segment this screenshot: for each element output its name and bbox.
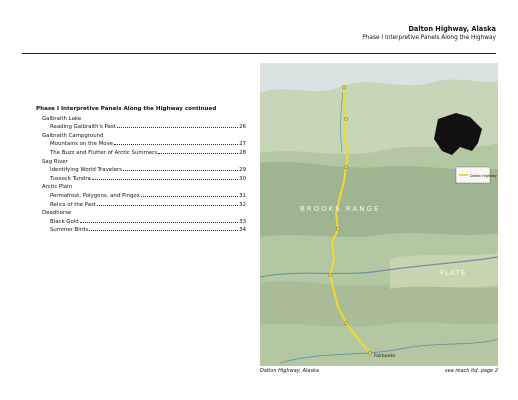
toc-entry[interactable]: [36, 140, 246, 149]
toc-page-number: 30: [239, 175, 246, 182]
toc-page-number: 31: [239, 192, 246, 199]
document-title: Dalton Highway, Alaska: [408, 25, 496, 33]
toc-page-number: 33: [239, 218, 246, 225]
footer-left-caption: Dalton Highway, Alaska: [260, 368, 319, 374]
stop-marker-coldfoot: [336, 227, 339, 230]
toc-entry[interactable]: [36, 201, 246, 210]
toc-entry[interactable]: [36, 123, 246, 132]
toc-entry-label: Identifying World Travelers: [50, 167, 122, 174]
toc-dot-leader: [123, 170, 238, 171]
toc-entry-label: Summer Birds: [50, 227, 89, 234]
toc-entry-label: Relics of the Past: [50, 201, 97, 208]
toc-body: [36, 115, 246, 235]
toc-entry[interactable]: [36, 149, 246, 158]
toc-entry[interactable]: [36, 166, 246, 175]
toc-dot-leader: [141, 196, 239, 197]
stop-marker-deadhorse: [342, 85, 345, 88]
toc-entry-label: Tussock Tundra: [50, 175, 91, 182]
document-subtitle: Phase I Interpretive Panels Along the Highway: [362, 35, 496, 41]
toc-dot-leader: [158, 153, 238, 154]
stop-marker-galbraith: [344, 165, 347, 168]
toc-entry[interactable]: [36, 192, 246, 201]
map-footer: [260, 368, 498, 374]
toc-dot-leader: [92, 179, 238, 180]
toc-section-heading: Arctic Plain: [42, 184, 73, 191]
map-flats-label: FLATS: [440, 269, 467, 277]
stop-marker-fairbanks: [368, 351, 371, 354]
header-rule: [22, 53, 496, 54]
toc-entry-label: Mountains on the Move: [50, 141, 114, 148]
stop-marker-sag-river: [344, 117, 347, 120]
stop-marker-yukon-river: [328, 273, 331, 276]
toc-section-heading: Galbraith Campground: [42, 132, 104, 139]
map-city-label: Fairbanks: [374, 354, 396, 359]
toc-dot-leader: [114, 144, 238, 145]
toc-page-number: 32: [239, 201, 246, 208]
toc-entry-label: Permafrost, Polygons, and Pingos: [50, 192, 140, 199]
toc-heading: Phase I Interpretive Panels Along the Highway continued: [36, 106, 217, 112]
toc-dot-leader: [80, 222, 238, 223]
toc-entry[interactable]: [36, 218, 246, 227]
page-header: [362, 25, 496, 41]
toc-section-heading: Galbraith Lake: [42, 115, 82, 122]
map-mountain-label: BROOKS RANGE: [300, 205, 381, 213]
map-mountains-south: [260, 281, 498, 327]
toc-section-heading: Deadhorse: [42, 210, 72, 217]
toc-entry-label: The Buzz and Flutter of Arctic Summers: [50, 149, 158, 156]
footer-right-caption: sea reach ltd. page 2: [445, 368, 498, 374]
toc-page-number: 28: [239, 149, 246, 156]
toc-page-number: 34: [239, 227, 246, 234]
toc-dot-leader: [97, 205, 238, 206]
toc-dot-leader: [89, 230, 238, 231]
legend-road-label: Dalton Highway: [470, 174, 497, 178]
toc-page-number: 27: [239, 141, 246, 148]
dalton-highway-map: [260, 63, 498, 366]
toc-dot-leader: [117, 127, 238, 128]
toc-entry[interactable]: [36, 175, 246, 184]
toc-page-number: 26: [239, 124, 246, 131]
toc-page-number: 29: [239, 167, 246, 174]
stop-marker-livengood: [344, 321, 347, 324]
toc-entry[interactable]: [36, 226, 246, 235]
table-of-contents: [36, 105, 246, 235]
toc-section-heading: Sag River: [42, 158, 68, 165]
toc-entry-label: Reading Galbraith's Past: [50, 124, 116, 131]
toc-entry-label: Black Gold: [50, 218, 79, 225]
